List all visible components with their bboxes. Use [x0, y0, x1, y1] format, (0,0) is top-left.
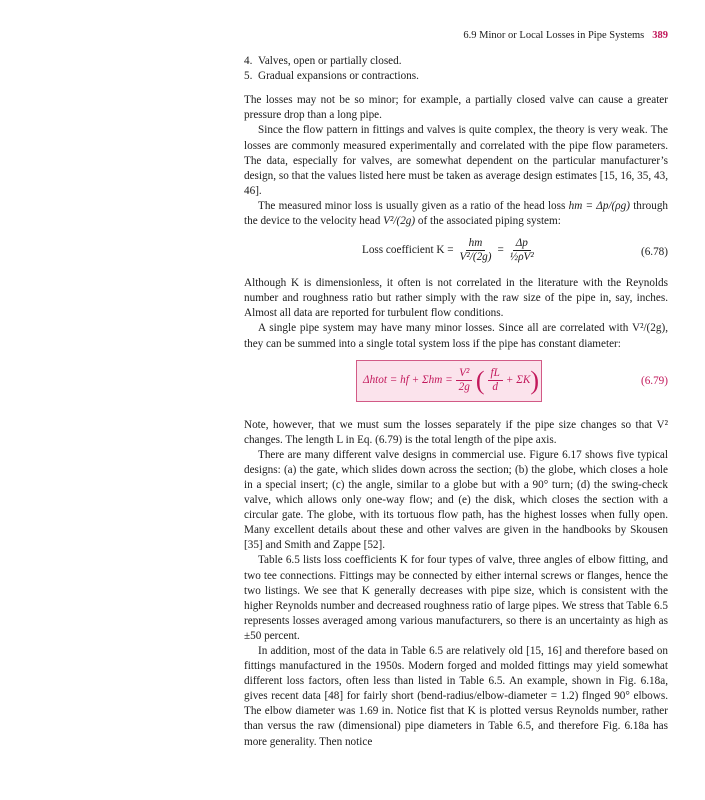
frac-denominator: V²/(2g) [459, 251, 492, 264]
inline-headloss: hm = Δp/(ρg) [568, 199, 630, 212]
fraction [456, 367, 473, 394]
frac-denominator: d [492, 381, 498, 394]
paragraph-1: The losses may not be so minor; for example, a partially closed valve can cause a greater pressure drop than a long pipe. [244, 94, 668, 122]
equation-6-78: Loss coefficient K = $\frac{hm}{\text{V²/(2g)}}$ = $\frac{\Delta p}{\text{½ρV²}}$ (6.78) [362, 237, 668, 264]
list-text: Valves, open or partially closed. [258, 55, 402, 68]
list-number: 4. [244, 55, 253, 68]
equation-number: (6.79) [640, 374, 668, 387]
paragraph-2: Since the flow pattern in fittings and valves is quite complex, the theory is very weak. The losses are commonly measured experimentally and correlated with the pipe flow parameters. The data, especially for valves, are somewhat dependent on the particular manufacturer’s design, so that the values listed here must be taken as average design estimates [15, 16, 35, 43, 46]. [244, 124, 668, 197]
frac-numerator: fL [488, 367, 503, 381]
page-number: 389 [652, 30, 668, 41]
equation-box: Δhtot = hf + Σhm = $\frac{\text{V²}}{2g}$ ( $\frac{fL}{d}$ + ΣK ) [356, 360, 542, 402]
section-title: 6.9 Minor or Local Losses in Pipe Systems [463, 30, 645, 41]
frac-numerator: V² [456, 367, 472, 381]
frac-denominator: ½ρV² [509, 251, 534, 264]
paragraph-5: A single pipe system may have many minor losses. Since all are correlated with V²/(2g), they can be summed into a single total system loss if the pipe has constant diameter: [244, 322, 668, 350]
page-content [244, 28, 668, 750]
frac-numerator: hm [466, 237, 486, 251]
fraction [507, 237, 537, 264]
equation-6-79 [244, 358, 668, 410]
p3-part-a: The measured minor loss is usually given as a ratio of the head loss [258, 199, 566, 212]
frac-numerator: Δp [513, 237, 531, 251]
equation-number: (6.78) [640, 246, 668, 259]
frac-denominator: 2g [458, 381, 470, 394]
running-head [244, 28, 668, 43]
paragraph-6: Note, however, that we must sum the losses separately if the pipe size changes so that V² changes. The length L in Eq. (6.79) is the total length of the pipe axis. [244, 418, 668, 446]
list-item [244, 69, 668, 84]
list-text: Gradual expansions or contractions. [258, 70, 419, 83]
eq-tail: + ΣK [505, 374, 531, 387]
list-number: 5. [244, 70, 253, 83]
eq-lhs: Δhtot = hf + Σhm = [363, 374, 453, 387]
inline-velocity-head: V²/(2g) [383, 215, 416, 228]
eq-label: Loss coefficient K = [362, 244, 454, 257]
fraction [488, 367, 503, 394]
paragraph-3 [244, 199, 668, 229]
paragraph-8: Table 6.5 lists loss coefficients K for four types of valve, three angles of elbow fitting, and two tee connections. Fittings may be connected by either internal screws or flanges, hence the two listings. We see that K generally decreases with pipe size, which is consistent with the higher Reynolds number and decreased roughness ratio of large pipes. We stress that Table 6.5 represents losses averaged among various manufacturers, so there is an uncertainty as high as ±50 percent. [244, 554, 668, 642]
fraction [457, 237, 495, 264]
paragraph-7: There are many different valve designs in commercial use. Figure 6.17 shows five typical designs: (a) the gate, which slides down across the section; (b) the globe, which closes a hole in a special insert; (c) the angle, similar to a globe but with a 90° turn; (d) the swing-check valve, which allows only one-way flow; and (e) the disk, which closes the section with a circular gate. The globe, with its tortuous flow path, has the highest losses when fully open. Many excellent details about these and other valves are given in the handbooks by Skousen [35] and Smith and Zappe [52]. [244, 448, 668, 552]
p3-part-c: of the associated piping system: [417, 215, 561, 228]
list-item [244, 54, 668, 69]
paragraph-4: Although K is dimensionless, it often is not correlated in the literature with the Reynolds number and roughness ratio but rather simply with the raw size of the pipe in, say, inches. Almost all data are reported for turbulent flow conditions. [244, 277, 668, 320]
paragraph-9: In addition, most of the data in Table 6.5 are relatively old [15, 16] and therefore based on fittings manufactured in the 1950s. Modern forged and molded fittings may yield somewhat different loss factors, often less than listed in Table 6.5. An example, shown in Fig. 6.18a, gives recent data [48] for fairly short (bend-radius/elbow-diameter = 1.2) flnged 90° elbows. The elbow diameter was 1.69 in. Notice fist that K is plotted versus Reynolds number, rather than versus the raw (dimensional) pipe diameters in Table 6.5, and therefore Fig. 6.18a has more generality. Then notice [244, 645, 668, 748]
p3-part-b: through the device to the velocity head [244, 199, 669, 228]
